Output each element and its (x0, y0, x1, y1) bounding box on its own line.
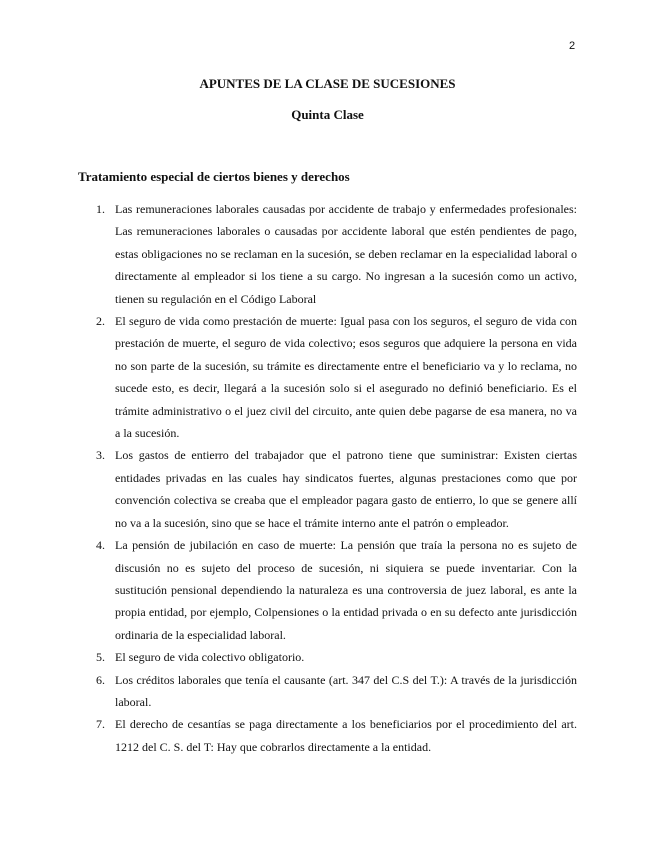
list-item (0, 310, 655, 444)
list-item-number: 4. (96, 538, 105, 553)
list-item-text: El seguro de vida colectivo obligatorio. (115, 650, 305, 665)
list-item-number: 1. (96, 202, 105, 216)
list-item (0, 646, 655, 668)
list-item (0, 198, 655, 310)
section-heading: Tratamiento especial de ciertos bienes y derechos (78, 169, 350, 184)
list-item-number: 6. (96, 672, 105, 687)
page-number: 2 (569, 40, 576, 52)
list-item-number: 3. (96, 448, 105, 463)
list-item-number: 2. (96, 314, 105, 329)
document-title: APUNTES DE LA CLASE DE SUCESIONES (199, 76, 456, 91)
list-item (0, 669, 655, 714)
list-item-text: El derecho de cesantías se paga directamente a los beneficiarios por el procedimiento del art. 1212 del C. S. del T: Hay que cobrarlos directamente a la entidad. (115, 717, 577, 754)
numbered-list (0, 198, 655, 758)
list-item-text: Los créditos laborales que tenía el causante (art. 347 del C.S del T.): A través de la jurisdicción laboral. (115, 672, 577, 709)
document-subtitle: Quinta Clase (291, 107, 364, 122)
list-item-text: La pensión de jubilación en caso de muerte: La pensión que traía la persona no es sujeto de discusión no es sujeto del proceso de sucesión, ni siquiera se puede inventariar. Con la sustitución pensional dependiendo la naturaleza es una controversia de juez laboral, es ante la propia entidad, por ejemplo, Colpensiones o la entidad privada o en su defecto ante jurisdicción ordinaria de la especialidad laboral. (115, 538, 577, 642)
list-item (0, 444, 655, 534)
list-item-text: Los gastos de entierro del trabajador que el patrono tiene que suministrar: Existen ciertas entidades privadas en las cuales hay sindicatos fuertes, algunas prestaciones como que por convención colectiva se creaba que el empleador pagara gasto de entierro, lo que se genere allí no va a la sucesión, sino que se hace el trámite interno ante el patrón o empleador. (115, 448, 577, 530)
list-item-text: El seguro de vida como prestación de muerte: Igual pasa con los seguros, el seguro de vida con prestación de muerte, el seguro de vida colectivo; esos seguros que adquiere la persona en vida no son parte de la sucesión, su trámite es directamente entre el beneficiario va y lo reclama, no sucede esto, es decir, llegará a la sucesión solo si el asegurado no definió beneficiario. Es el trámite administrativo o el juez civil del circuito, ante quien debe pagarse de esa manera, no va a la sucesión. (115, 314, 577, 441)
list-item-text: Las remuneraciones laborales causadas por accidente de trabajo y enfermedades profesionales: Las remuneraciones laborales o causadas por accidente laboral que estén pendientes de pago, estas obligaciones no se reclaman en la sucesión, se deben reclamar en la especialidad laboral o directamente al empleador si los tiene a su cargo. No ingresan a la sucesión como un activo, tienen su regulación en el Código Laboral (115, 202, 577, 306)
list-item (0, 534, 655, 646)
list-item-number: 5. (96, 650, 105, 665)
list-item (0, 713, 655, 758)
list-item-number: 7. (96, 717, 105, 732)
